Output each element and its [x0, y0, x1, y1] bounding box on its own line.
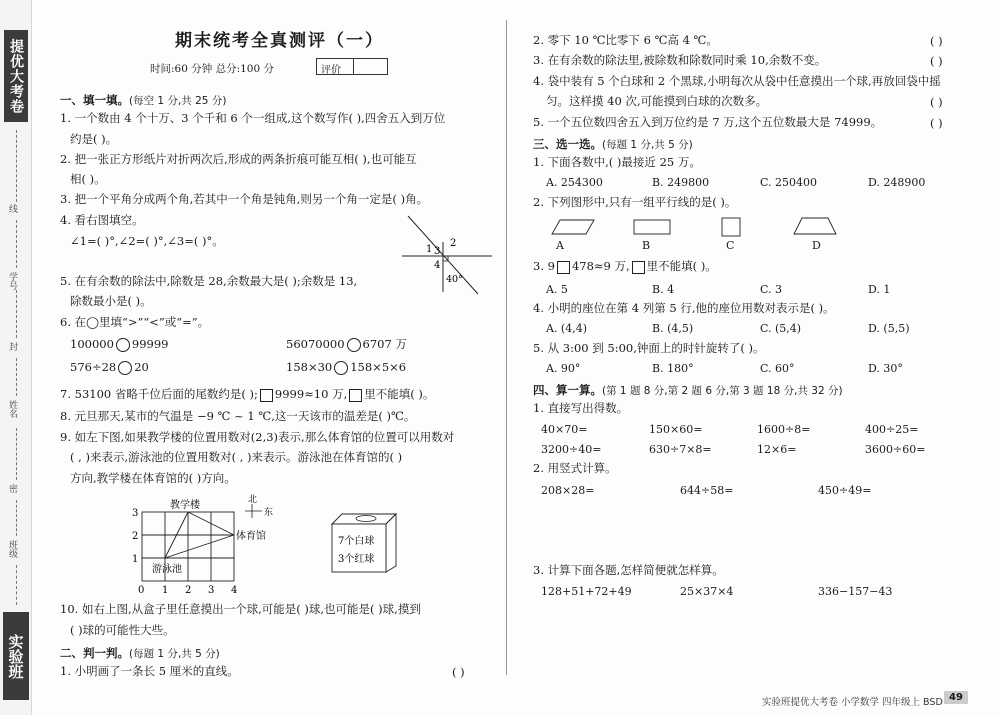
- x-tick-label: 4: [231, 585, 238, 596]
- square-shape: [722, 218, 740, 236]
- q4-1: 1. 直接写出得数。: [533, 401, 629, 415]
- section-1-heading: 一、填一填。(每空 1 分,共 25 分): [60, 93, 227, 107]
- student-id-label: 学号: [7, 272, 17, 290]
- q4-3: 3. 计算下面各题,怎样简便就怎样算。: [533, 563, 724, 577]
- calc-item[interactable]: 12×6=: [757, 443, 797, 456]
- calc-item[interactable]: 150×60=: [649, 423, 703, 436]
- option-c[interactable]: C. 250400: [760, 176, 818, 189]
- q1-4: 4. 看右图填空。: [60, 213, 144, 227]
- angle-label-2: 2: [450, 238, 457, 249]
- q1-9-line3: 方向,教学楼在体育馆的( )方向。: [70, 471, 236, 485]
- calc-item[interactable]: 3200÷40=: [541, 443, 602, 456]
- compare-row-2b: 158×30 158×5×6: [286, 360, 407, 374]
- blank-box[interactable]: [260, 389, 273, 402]
- gym-label: 体育馆: [236, 531, 266, 542]
- teaching-building-label: 教学楼: [170, 500, 200, 511]
- brand-logo-2: 实验班: [3, 612, 29, 700]
- option-a[interactable]: A. (4,4): [546, 322, 588, 335]
- vertical-calc-item[interactable]: 208×28=: [541, 484, 595, 497]
- vertical-calc-item[interactable]: 450÷49=: [818, 484, 872, 497]
- simplify-item[interactable]: 128+51+72+49: [541, 585, 632, 598]
- white-ball-count: 7个白球: [338, 536, 375, 547]
- q1-5-line2: 除数最小是( )。: [70, 294, 152, 308]
- option-d[interactable]: D. 30°: [868, 362, 903, 375]
- option-c[interactable]: C. (5,4): [760, 322, 802, 335]
- answer-paren[interactable]: ( ): [930, 116, 943, 130]
- q2-5: 5. 一个五位数四舍五入到万位约是 7 万,这个五位数最大是 74999。: [533, 115, 883, 129]
- option-d[interactable]: D. (5,5): [868, 322, 910, 335]
- option-c[interactable]: C. 3: [760, 283, 783, 296]
- q3-1: 1. 下面各数中,( )最接近 25 万。: [533, 155, 701, 169]
- seal-line: [16, 130, 17, 202]
- page-number: 49: [944, 691, 968, 704]
- eval-label: 评价: [321, 65, 341, 76]
- calc-item[interactable]: 1600÷8=: [757, 423, 811, 436]
- simplify-item[interactable]: 25×37×4: [680, 585, 734, 598]
- option-b[interactable]: B. 180°: [652, 362, 694, 375]
- calc-item[interactable]: 3600÷60=: [865, 443, 926, 456]
- y-tick-label: 3: [132, 508, 139, 519]
- q1-1-line2: 约是( )。: [70, 132, 118, 146]
- trapezoid-shape: [794, 218, 836, 234]
- q1-9-line1: 9. 如左下图,如果教学楼的位置用数对(2,3)表示,那么体育馆的位置可以用数对: [60, 430, 455, 444]
- option-a[interactable]: A. 254300: [546, 176, 603, 189]
- x-tick-label: 2: [185, 585, 192, 596]
- option-d[interactable]: D. 1: [868, 283, 891, 296]
- seal-line: [16, 428, 17, 480]
- seal-line: [16, 358, 17, 396]
- q1-7: 7. 53100 省略千位后面的尾数约是( ); 9999≈10 万, 里不能填( )。: [60, 387, 435, 401]
- seal-line: [16, 290, 17, 338]
- eval-box[interactable]: [316, 58, 388, 75]
- q1-2-line2: 相( )。: [70, 172, 106, 186]
- q1-10-line2: ( )球的可能性大些。: [70, 623, 175, 637]
- compare-circle[interactable]: [334, 361, 348, 375]
- option-b[interactable]: B. 249800: [652, 176, 710, 189]
- answer-paren[interactable]: ( ): [452, 665, 465, 679]
- segment-pool-gym: [165, 535, 234, 558]
- compare-row-1a: 100000 99999: [70, 337, 169, 351]
- q4-2: 2. 用竖式计算。: [533, 461, 617, 475]
- north-label: 北: [248, 495, 258, 505]
- q3-5: 5. 从 3:00 到 5:00,钟面上的时针旋转了( )。: [533, 341, 765, 355]
- grid-figure: [128, 494, 318, 596]
- q1-5-line1: 5. 在有余数的除法中,除数是 28,余数最大是( );余数是 13,: [60, 274, 358, 288]
- option-b[interactable]: B. (4,5): [652, 322, 694, 335]
- q3-3: 3. 9 478≈9 万, 里不能填( )。: [533, 259, 717, 273]
- section-4-heading: 四、算一算。(第 1 题 8 分,第 2 题 6 分,第 3 题 18 分,共 32 分): [533, 383, 843, 397]
- answer-paren[interactable]: ( ): [930, 34, 943, 48]
- compare-circle[interactable]: [118, 361, 132, 375]
- angle-figure: [400, 212, 495, 298]
- rectangle-shape: [634, 220, 670, 234]
- q3-2: 2. 下列图形中,只有一组平行线的是( )。: [533, 195, 737, 209]
- calc-item[interactable]: 400÷25=: [865, 423, 919, 436]
- angle-label-4: 4: [434, 260, 441, 271]
- answer-paren[interactable]: ( ): [930, 54, 943, 68]
- column-divider: [506, 20, 507, 675]
- pool-label: 游泳池: [152, 564, 182, 575]
- q1-10-line1: 10. 如右上图,从盒子里任意摸出一个球,可能是( )球,也可能是( )球,摸到: [60, 602, 421, 616]
- q1-2-line1: 2. 把一张正方形纸片对折两次后,形成的两条折痕可能互相( ),也可能互: [60, 152, 417, 166]
- shape-options: [544, 216, 844, 238]
- page-title: 期末统考全真测评（一）: [175, 31, 384, 51]
- angle-label-1: 1: [426, 244, 433, 255]
- seal-line: [16, 565, 17, 605]
- brand-logo: 提优大考卷: [4, 30, 28, 122]
- x-tick-label: 3: [208, 585, 215, 596]
- footer-text: 实验班提优大考卷 小学数学 四年级上 BSD: [762, 697, 943, 708]
- shape-option-a[interactable]: A: [556, 239, 564, 252]
- box-opening: [356, 516, 376, 522]
- y-tick-label: 1: [132, 554, 139, 565]
- x-tick-label: 1: [162, 585, 169, 596]
- seal-label: 封: [7, 342, 17, 351]
- q2-4-line2: 匀。这样摸 40 次,可能摸到白球的次数多。: [546, 94, 768, 108]
- angle-label-40: 40°: [446, 274, 463, 285]
- section-3-heading: 三、选一选。(每题 1 分,共 5 分): [533, 137, 693, 151]
- blank-box[interactable]: [632, 261, 645, 274]
- option-c[interactable]: C. 60°: [760, 362, 795, 375]
- compare-circle[interactable]: [347, 338, 361, 352]
- x-tick-label: 0: [138, 585, 145, 596]
- q1-4-blanks: ∠1=( )°,∠2=( )°,∠3=( )°。: [70, 234, 224, 248]
- vertical-calc-item[interactable]: 644÷58=: [680, 484, 734, 497]
- angle-label-3: 3: [434, 246, 441, 257]
- q1-6: 6. 在◯里填“>”“<”或“=”。: [60, 315, 210, 329]
- q1-8: 8. 元旦那天,某市的气温是 −9 ℃ ~ 1 ℃,这一天该市的温差是( )℃。: [60, 409, 416, 423]
- q2-1: 1. 小明画了一条长 5 厘米的直线。: [60, 664, 239, 678]
- class-label: 班级: [7, 540, 17, 558]
- east-label: 东: [264, 508, 274, 518]
- blank-box[interactable]: [349, 389, 362, 402]
- option-b[interactable]: B. 4: [652, 283, 675, 296]
- exam-meta: 时间:60 分钟 总分:100 分: [150, 63, 274, 75]
- calc-item[interactable]: 40×70=: [541, 423, 588, 436]
- q1-3: 3. 把一个平角分成两个角,若其中一个角是钝角,则另一个角一定是( )角。: [60, 192, 429, 206]
- section-2-heading: 二、判一判。(每题 1 分,共 5 分): [60, 646, 220, 660]
- shape-option-c[interactable]: C: [726, 239, 735, 252]
- q2-4-line1: 4. 袋中装有 5 个白球和 2 个黑球,小明每次从袋中任意摸出一个球,再放回袋中摇: [533, 74, 941, 88]
- red-ball-count: 3个红球: [338, 554, 375, 565]
- y-tick-label: 2: [132, 531, 139, 542]
- answer-paren[interactable]: ( ): [930, 95, 943, 109]
- binding-strip: [0, 0, 32, 715]
- q1-9-line2: ( , )来表示,游泳池的位置用数对( , )来表示。游泳池在体育馆的( ): [70, 450, 403, 464]
- q1-1-line1: 1. 一个数由 4 个十万、3 个千和 6 个一组成,这个数写作( ),四舍五入到万位: [60, 111, 446, 125]
- calc-item[interactable]: 630÷7×8=: [649, 443, 712, 456]
- compare-row-1b: 56070000 6707 万: [286, 337, 407, 351]
- q3-4: 4. 小明的座位在第 4 列第 5 行,他的座位用数对表示是( )。: [533, 301, 835, 315]
- parallelogram-shape: [552, 220, 594, 234]
- name-label: 姓名: [7, 400, 17, 418]
- shape-option-d[interactable]: D: [812, 239, 821, 252]
- compare-row-2a: 576÷28 20: [70, 360, 149, 374]
- compare-circle[interactable]: [116, 338, 130, 352]
- seal-line: [16, 500, 17, 536]
- shape-option-b[interactable]: B: [642, 239, 651, 252]
- blank-box[interactable]: [557, 261, 570, 274]
- seal-line: [16, 220, 17, 268]
- seal-line-label: 线: [7, 204, 17, 213]
- q2-3: 3. 在有余数的除法里,被除数和除数同时乘 10,余数不变。: [533, 53, 827, 67]
- option-a[interactable]: A. 90°: [546, 362, 581, 375]
- simplify-item[interactable]: 336−157−43: [818, 585, 893, 598]
- q2-2: 2. 零下 10 ℃比零下 6 ℃高 4 ℃。: [533, 33, 718, 47]
- ball-box-figure: [330, 512, 398, 574]
- option-d[interactable]: D. 248900: [868, 176, 926, 189]
- secret-label: 密: [7, 484, 17, 493]
- option-a[interactable]: A. 5: [546, 283, 568, 296]
